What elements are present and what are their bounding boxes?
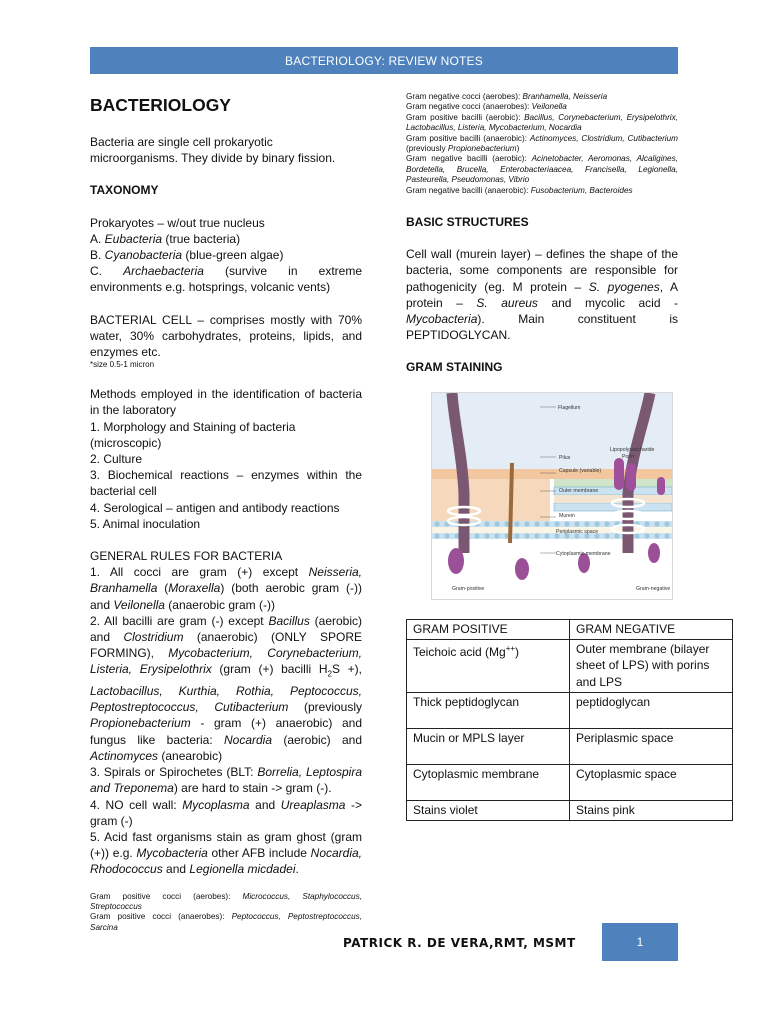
- note-gpb-aerobic: Gram positive bacilli (aerobic): Bacillus, Corynebacterium, Erysipelothrix, Lactobacillus, Listeria, Mycobacterium, Nocardia: [406, 112, 678, 133]
- footer-author: PATRICK R. DE VERA,RMT, MSMT: [343, 936, 576, 950]
- note-gnc-anaerobes: Gram negative cocci (anaerobes): Veilonella: [406, 102, 567, 112]
- methods-intro: Methods employed in the identification of bacteria in the laboratory: [90, 387, 362, 418]
- note-gpc-aerobes: Gram positive cocci (aerobes): Micrococcus, Staphylococcus, Streptococcus: [90, 891, 362, 911]
- note-gpc-anaerobes: Gram positive cocci (anaerobes): Peptococcus, Peptostreptococcus, Sarcina: [90, 912, 362, 932]
- basic-structures-text: Cell wall (murein layer) – defines the shape of the bacteria, some components are responsible for pathogenicity (eg. M protein – S. pyogenes, A protein – S. aureus and mycolic acid - Mycobacteria). Main constituent is PEPTIDOGLYCAN.: [406, 247, 678, 343]
- label-flagellum: Flagellum: [558, 404, 581, 411]
- table-cell: Periplasmic space: [570, 728, 733, 764]
- gram-comparison-table: [406, 619, 733, 821]
- method-2: 2. Culture: [90, 452, 143, 467]
- label-cytoplasmic: Cytoplasmic membrane: [556, 550, 611, 557]
- header-gram-positive: GRAM POSITIVE: [407, 620, 570, 640]
- table-row: [407, 800, 733, 820]
- label-periplasmic: Periplasmic space: [556, 528, 599, 535]
- table-cell: Cytoplasmic membrane: [407, 764, 570, 800]
- right-column: [406, 92, 678, 600]
- rule-5: 5. Acid fast organisms stain as gram ghost (gram (+)) e.g. Mycobacteria other AFB include Nocardia, Rhodococcus and Legionella micdadei.: [90, 829, 363, 877]
- note-gpb-anaerobic: Gram positive bacilli (anaerobic): Actinomyces, Clostridium, Cutibacterium (previously Propionebacterium): [406, 133, 678, 154]
- header-banner: BACTERIOLOGY: REVIEW NOTES: [90, 47, 678, 74]
- label-gram-positive: Gram-positive: [452, 585, 485, 592]
- label-porin: Porin: [622, 453, 635, 460]
- gram-comparison-table-wrap: [406, 619, 733, 821]
- note-gnc-aerobes: Gram negative cocci (aerobes): Branhamella, Neisseria: [406, 92, 608, 101]
- label-lps: Lipopolysaccharide: [610, 446, 655, 453]
- table-cell: Cytoplasmic space: [570, 764, 733, 800]
- taxonomy-c: C. Archaebacteria (survive in extreme environments e.g. hotsprings, volcanic vents): [90, 264, 362, 295]
- rule-1: 1. All cocci are gram (+) except Neisseria, Branhamella (Moraxella) (both aerobic gram (-)) and Veilonella (anaerobic gram (-)): [90, 565, 362, 612]
- method-4: 4. Serological – antigen and antibody reactions: [90, 500, 340, 515]
- table-cell: peptidoglycan: [570, 692, 733, 728]
- rule-2: 2. All bacilli are gram (-) except Bacillus (aerobic) and Clostridium (anaerobic) (ONLY SPORE FORMING), Mycobacterium, Corynebacterium, Listeria, Erysipelothrix (gram (+) bacilli $H_2S$ +), Lactobacillus, Kurthia, Rothia, Peptococcus, Peptostreptococcus, Cutibacterium (previously Propionebacterium - gram (+) anaerobic) and fungus like bacteria: Nocardia (aerobic) and Actinomyces (anearobic): [90, 613, 363, 763]
- label-outer-membrane: Outer membrane: [559, 487, 599, 494]
- table-row: [407, 692, 733, 728]
- note-gnb-aerobic: Gram negative bacilli (aerobic): Acinetobacter, Aeromonas, Alcaligines, Bordetella, Brucella, Enterobacteriaacea, Francisella, Legionella, Pasteurella, Pseudomonas, Vibrio: [406, 154, 678, 185]
- table-cell: Teichoic acid (Mg++): [407, 640, 570, 693]
- header-gram-negative: GRAM NEGATIVE: [570, 620, 733, 640]
- prokaryotes-line: Prokaryotes – w/out true nucleus: [90, 215, 265, 230]
- label-gram-negative: Gram-negative: [636, 585, 671, 592]
- table-cell: Thick peptidoglycan: [407, 692, 570, 728]
- table-cell: Stains pink: [570, 800, 733, 820]
- page-title: BACTERIOLOGY: [90, 95, 231, 115]
- basic-structures-heading: BASIC STRUCTURES: [406, 215, 529, 230]
- intro-text: Bacteria are single cell prokaryotic microorganisms. They divide by binary fission.: [90, 135, 336, 166]
- table-row: [407, 764, 733, 800]
- table-header-row: [407, 620, 733, 640]
- cell-wall-diagram: [431, 392, 673, 600]
- table-row: [407, 640, 733, 693]
- label-murein: Murein: [559, 512, 575, 519]
- label-capsule: Capsule (variable): [559, 467, 602, 474]
- method-1: 1. Morphology and Staining of bacteria (microscopic): [90, 419, 296, 450]
- taxonomy-heading: TAXONOMY: [90, 183, 159, 198]
- table-cell: Outer membrane (bilayer sheet of LPS) with porins and LPS: [570, 640, 733, 693]
- method-3: 3. Biochemical reactions – enzymes within the bacterial cell: [90, 468, 362, 499]
- table-row: [407, 728, 733, 764]
- cell-size-note: *size 0.5-1 micron: [90, 360, 155, 370]
- left-column: [90, 92, 362, 933]
- taxonomy-a: A. Eubacteria (true bacteria): [90, 231, 241, 246]
- rules-heading: GENERAL RULES FOR BACTERIA: [90, 549, 283, 564]
- rule-3: 3. Spirals or Spirochetes (BLT: Borrelia, Leptospira and Treponema) are hard to stain -> gram (-).: [90, 765, 363, 796]
- rule-4: 4. NO cell wall: Mycoplasma and Ureaplasma -> gram (-): [90, 797, 362, 828]
- method-5: 5. Animal inoculation: [90, 516, 201, 531]
- note-gnb-anaerobic: Gram negative bacilli (anaerobic): Fusobacterium, Bacteroides: [406, 185, 633, 195]
- taxonomy-b: B. Cyanobacteria (blue-green algae): [90, 248, 284, 263]
- table-cell: Mucin or MPLS layer: [407, 728, 570, 764]
- table-cell: Stains violet: [407, 800, 570, 820]
- label-pilus: Pilus: [559, 454, 571, 461]
- gram-staining-heading: GRAM STAINING: [406, 360, 503, 375]
- bacterial-cell-text: BACTERIAL CELL – comprises mostly with 70% water, 30% carbohydrates, proteins, lipids, and enzymes etc.: [90, 312, 362, 360]
- page-number: 1: [602, 923, 678, 961]
